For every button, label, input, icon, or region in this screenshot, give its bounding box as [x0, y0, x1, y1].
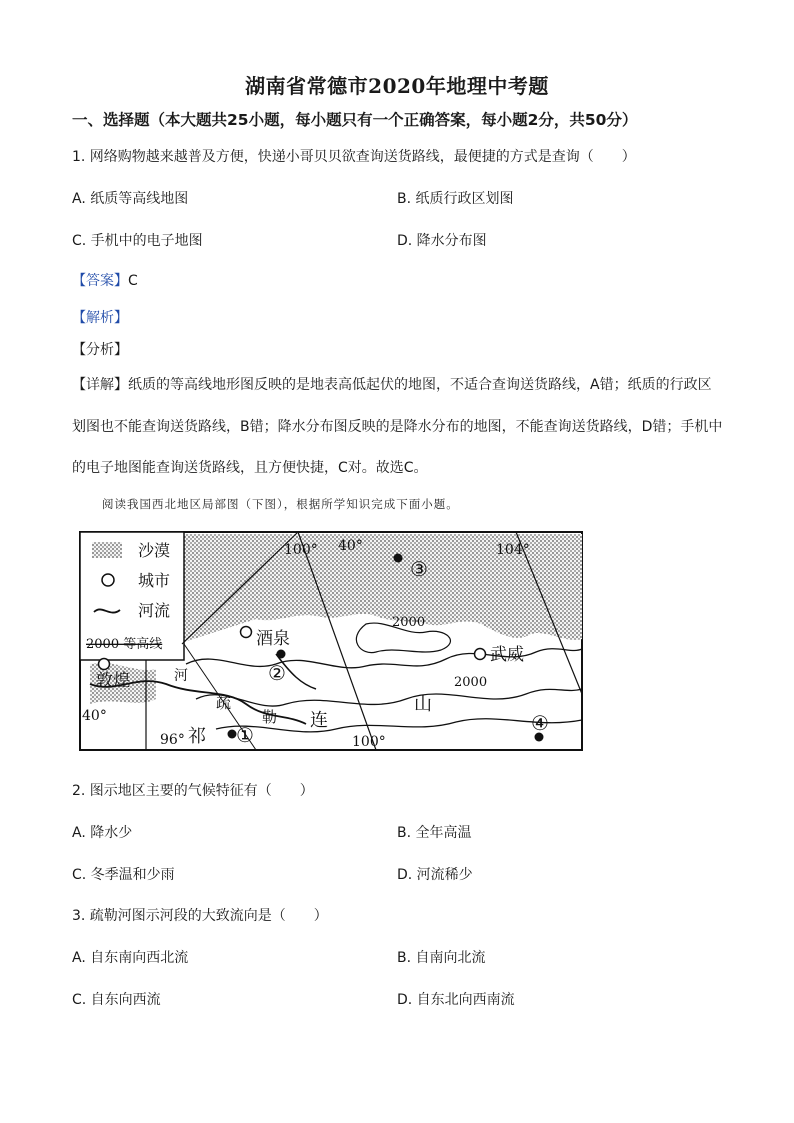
label-contour-2000-b: 2000 [454, 675, 488, 690]
city-dunhuang-label: 敦煌 [96, 671, 130, 691]
label-40n-top: 40° [338, 538, 363, 554]
q3-option-a: A. 自东南向西北流 [72, 950, 189, 966]
label-he: 河 [174, 668, 188, 684]
label-shan: 山 [414, 694, 432, 715]
detail-line-2: 划图也不能查询送货路线，B错；降水分布图反映的是降水分布的地图，不能查询送货路线，D错；手机中 [72, 419, 723, 435]
point-2-dot [277, 650, 286, 659]
label-100e-top: 100° [284, 542, 318, 558]
legend-city-label: 城市 [138, 571, 171, 590]
detail-text-1: 纸质的等高线地形图反映的是地表高低起伏的地图，不适合查询送货路线，A错；纸质的行政区 [128, 377, 712, 393]
answer-value: C [128, 273, 138, 289]
q3-option-d: D. 自东北向西南流 [397, 992, 515, 1008]
point-4-label: ④ [531, 711, 549, 735]
q1-option-d: D. 降水分布图 [397, 233, 487, 249]
answer-tag: 【答案】 [72, 273, 128, 289]
label-qi: 祁 [188, 726, 206, 747]
city-jiuquan-label: 酒泉 [256, 629, 290, 649]
point-1-label: ① [236, 723, 254, 747]
question-3-stem: 3. 疏勒河图示河段的大致流向是（ ） [72, 908, 328, 924]
northwest-china-map [76, 524, 588, 764]
fenxi-tag: 【分析】 [72, 342, 128, 358]
q2-option-b: B. 全年高温 [397, 825, 472, 841]
label-contour-2000-a: 2000 [392, 615, 426, 630]
city-wuwei-symbol [475, 649, 486, 660]
point-3-label: ③ [410, 557, 428, 581]
legend-river-label: 河流 [138, 601, 171, 620]
q2-option-c: C. 冬季温和少雨 [72, 867, 175, 883]
label-100e-bottom: 100° [352, 734, 386, 750]
label-lian: 连 [310, 710, 328, 731]
city-dunhuang-symbol [99, 659, 110, 670]
q3-option-b: B. 自南向北流 [397, 950, 486, 966]
label-40n-left: 40° [82, 708, 107, 724]
legend-contour-label: 2000 等高线 [86, 637, 163, 652]
label-104e: 104° [496, 542, 530, 558]
q2-option-a: A. 降水少 [72, 825, 133, 841]
point-2-label: ② [268, 661, 286, 685]
q3-option-c: C. 自东向西流 [72, 992, 161, 1008]
label-le: 勒 [262, 708, 278, 726]
q1-option-b: B. 纸质行政区划图 [397, 191, 514, 207]
question-2-stem: 2. 图示地区主要的气候特征有（ ） [72, 783, 314, 799]
jiexi-tag: 【解析】 [72, 310, 128, 326]
detail-line-3: 的电子地图能查询送货路线，且方便快捷，C对。故选C。 [72, 460, 428, 476]
detail-tag: 【详解】 [72, 377, 128, 393]
city-jiuquan-symbol [241, 627, 252, 638]
map-intro: 阅读我国西北地区局部图（下图），根据所学知识完成下面小题。 [102, 497, 459, 511]
label-shu: 疏 [216, 694, 232, 712]
q1-option-a: A. 纸质等高线地图 [72, 191, 189, 207]
q1-option-c: C. 手机中的电子地图 [72, 233, 203, 249]
question-1-stem: 1. 网络购物越来越普及方便，快递小哥贝贝欲查询送货路线，最便捷的方式是查询（ ） [72, 149, 636, 165]
point-3-dot [394, 554, 403, 563]
detail-line-1 [72, 374, 712, 394]
q2-option-d: D. 河流稀少 [397, 867, 473, 883]
answer-row [72, 270, 138, 290]
label-96e: 96° [160, 732, 185, 748]
city-wuwei-label: 武威 [490, 645, 524, 665]
section-header: 一、选择题（本大题共25小题，每小题只有一个正确答案，每小题2分，共50分） [72, 111, 638, 129]
legend-desert-label: 沙漠 [138, 541, 171, 560]
desert-legend-swatch [92, 542, 122, 558]
page-title: 湖南省常德市2020年地理中考题 [245, 74, 549, 98]
